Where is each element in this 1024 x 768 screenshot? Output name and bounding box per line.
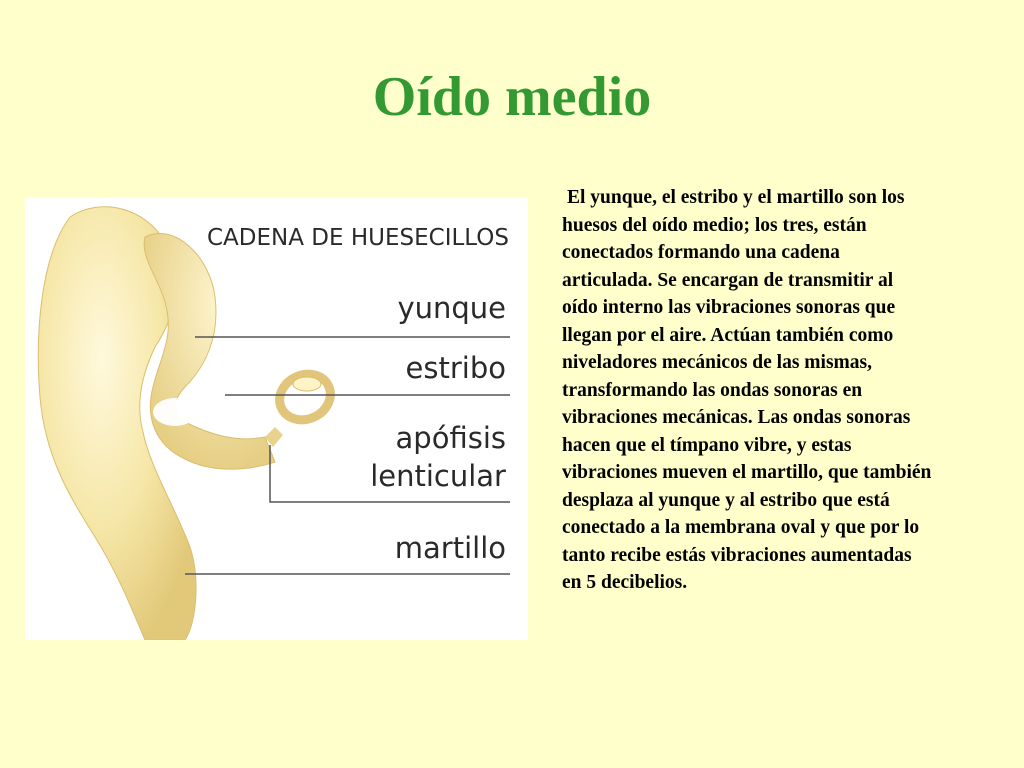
label-yunque: yunque (397, 291, 506, 325)
label-lenticular: lenticular (370, 459, 506, 493)
bone-hollow (153, 398, 197, 426)
slide-title: Oído medio (372, 66, 652, 128)
ossicle-illustration (25, 197, 528, 640)
figure-heading: CADENA DE HUESECILLOS (207, 225, 509, 251)
label-estribo: estribo (405, 351, 506, 385)
body-paragraph: El yunque, el estribo y el martillo son los huesos del oído medio; los tres, están conectados formando una cadena articulada. Se encargan de transmitir al oído interno las vibraciones sonoras que llegan por el aire. Actúan también como niveladores mecánicos de las mismas, transformando las ondas sonoras en vibraciones mecánicas. Las ondas sonoras hacen que el tímpano vibre, y estas vibraciones mueven el martillo, que también desplaza al yunque y al estribo que está conectado a la membrana oval y que por lo tanto recibe estás vibraciones aumentadas en 5 decibelios. (562, 187, 932, 593)
stapes-shape (265, 366, 338, 447)
label-martillo: martillo (394, 531, 506, 565)
label-apofisis: apófisis (395, 421, 506, 455)
ossicle-chain-figure (25, 197, 528, 640)
incus-shape (144, 233, 275, 469)
